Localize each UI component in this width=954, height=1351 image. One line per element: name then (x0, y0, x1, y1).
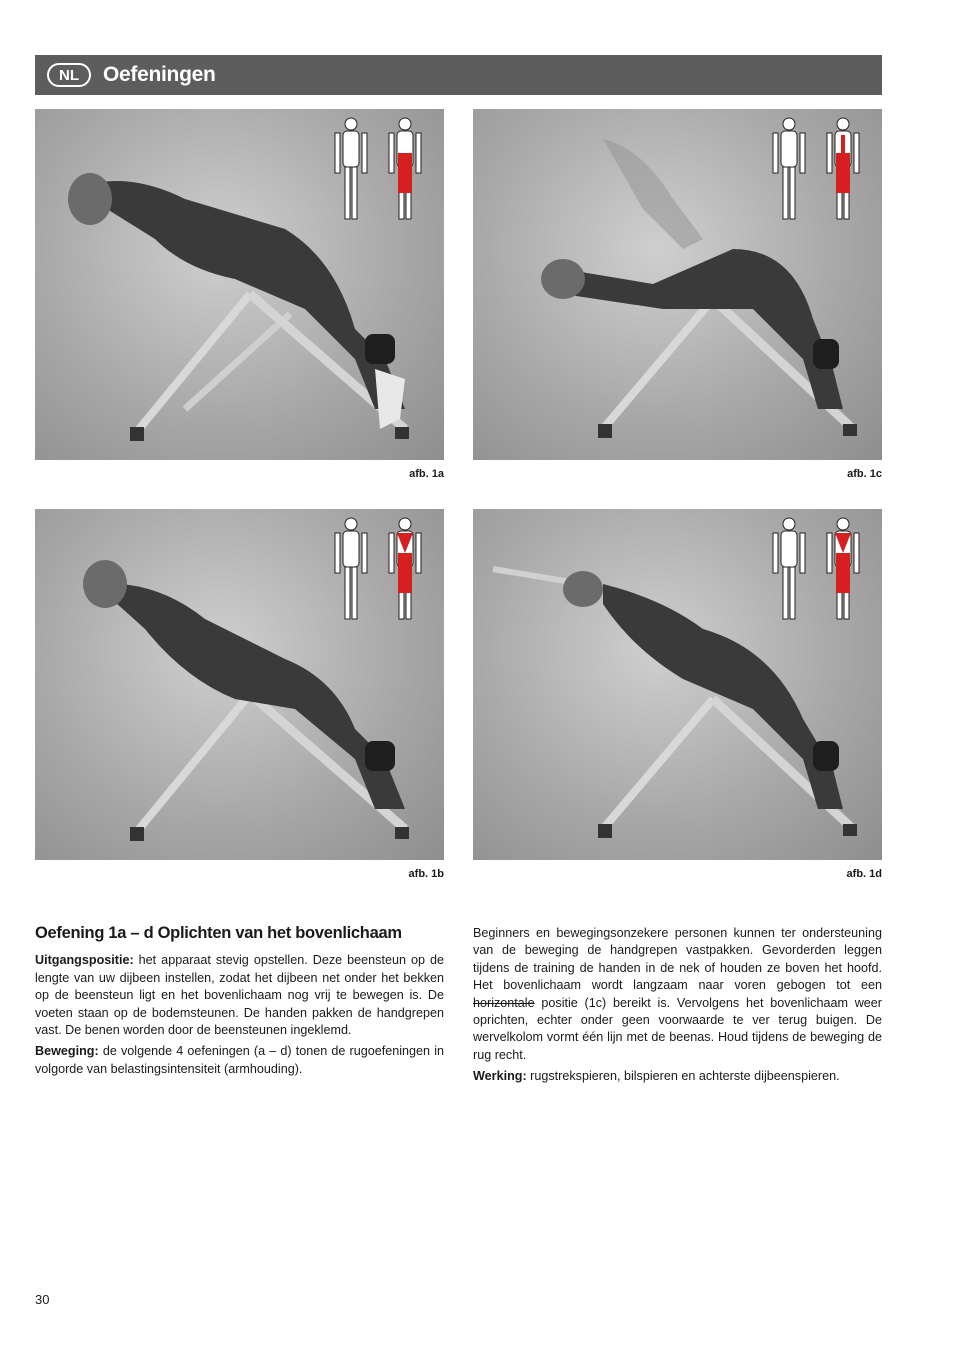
muscle-chart-icon (321, 109, 441, 229)
paragraph-start-position (35, 952, 444, 1039)
page-title: Oefeningen (103, 63, 216, 86)
exercise-photo-1d (473, 509, 882, 860)
muscle-chart-icon (759, 509, 879, 629)
paragraph-instructions (473, 925, 882, 1064)
label-start-position: Uitgangspositie: (35, 953, 134, 968)
text-start-position: het apparaat stevig opstellen. Deze beensteun op de lengte van uw dijbeen instellen, zodat het dijbeen net onder het bekken op de beensteun ligt en het bovenlichaam nog vrij te bewegen is. De voeten staan op de bodemsteunen. De handen pakken de handgrepen vast. De benen worden door de beensteunen ingeklemd. (35, 953, 444, 1038)
muscle-chart-icon (759, 109, 879, 229)
paragraph-movement (35, 1043, 444, 1078)
figure-caption-1b: afb. 1b (408, 868, 444, 880)
text-column-right (473, 925, 882, 1090)
section-title: Oefening 1a – d Oplichten van het bovenlichaam (35, 924, 402, 942)
text-instructions-2: positie (1c) bereikt is. Vervolgens het bovenlichaam weer oprichten, echter onder geen voorwaarde te ver terug buigen. De wervelkolom vormt één lijn met de beenas. Houd tijdens de beweging de rug recht. (473, 995, 882, 1062)
language-badge: NL (47, 63, 91, 87)
section-header (35, 55, 882, 95)
figure-caption-1c: afb. 1c (847, 468, 882, 480)
figure-caption-1d: afb. 1d (846, 868, 882, 880)
exercise-photo-1c (473, 109, 882, 460)
text-struck-word: horizontale (473, 995, 535, 1010)
exercise-photo-1b (35, 509, 444, 860)
page-number: 30 (35, 1292, 50, 1307)
text-effect: rugstrekspieren, bilspieren en achterste dijbeenspieren. (530, 1069, 840, 1084)
text-movement: de volgende 4 oefeningen (a – d) tonen de rugoefeningen in volgorde van belastingsintensiteit (armhouding). (35, 1044, 444, 1076)
text-instructions-1: Beginners en bewegingsonzekere personen kunnen ter ondersteuning van de beweging de handgrepen vastpakken. Gevorderden leggen tijdens de training de handen in de nek of houden ze boven het hoofd. Het bovenlichaam wordt langzaam naar voren gebogen tot een (473, 926, 882, 993)
paragraph-effect (473, 1068, 882, 1085)
label-movement: Beweging: (35, 1044, 99, 1059)
muscle-chart-icon (321, 509, 441, 629)
figure-caption-1a: afb. 1a (409, 468, 444, 480)
text-column-left (35, 925, 444, 1082)
exercise-photo-1a (35, 109, 444, 460)
label-effect: Werking: (473, 1069, 527, 1084)
